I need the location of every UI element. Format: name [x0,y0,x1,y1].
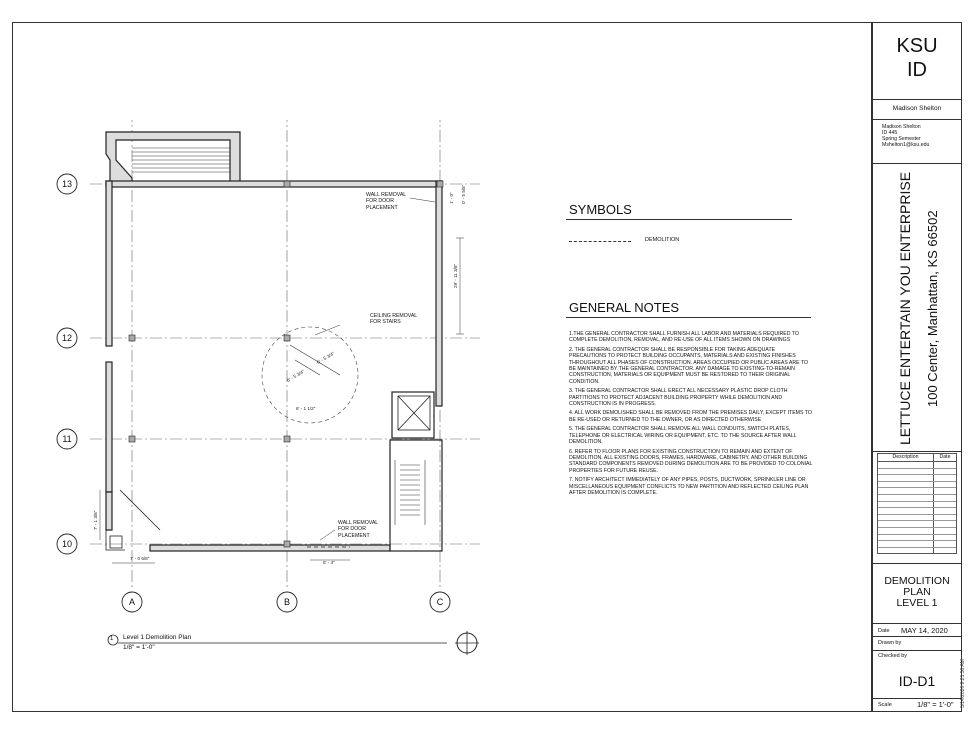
dim-right-vertical: 29' - 11 3/8" [453,263,458,288]
note-item: 4. ALL WORK DEMOLISHED SHALL BE REMOVED FROM THE PREMISES DAILY, EXCEPT ITEMS TO BE RE-USED OR RETURNED TO THE OWNER, OR AS DIRECTED OTHERWISE [569,410,812,423]
scale-label: Scale [878,702,892,708]
note-item: 7. NOTIFY ARCHITECT IMMEDIATELY OF ANY PIPES, POSTS, DUCTWORK, SPRINKLER LINE OR MISCELLANEOUS EQUIPMENT CONFLICTS TO NEW PARTITION AND REFLECTED CEILING PLAN AFTER DEMOLITION IS COMPLETE. [569,477,809,496]
dimension-lines [100,238,464,563]
tb-divider [873,650,961,651]
view-scale: 1/8" = 1'-0" [123,644,155,651]
leader-lines [315,198,435,540]
tb-divider [873,623,961,624]
columns [129,181,443,547]
demolition-label: DEMOLITION [645,237,680,243]
dim-stair-3: 6' - 1 1/2" [296,406,316,411]
demolition-lines [307,192,436,547]
firm-line-2: ID [907,59,927,81]
annotation-ceiling-removal: CEILING REMOVAL FOR STAIRS [370,313,417,326]
revision-rows [878,462,956,553]
drawn-by-label: Drawn by [878,640,902,646]
symbols-heading: SYMBOLS [569,202,632,217]
notes-rule [566,317,811,318]
view-title: Level 1 Demolition Plan [123,634,192,641]
annotation-wall-removal-bottom: WALL REMOVAL FOR DOOR PLACEMENT [338,520,378,539]
tb-divider [873,119,961,120]
demolition-symbol [569,241,631,242]
annotation-wall-removal-top: WALL REMOVAL FOR DOOR PLACEMENT [366,192,406,211]
grid-label-c: C [436,597,444,607]
revision-desc-header: Description [878,454,934,461]
project-name: LETTUCE ENTERTAIN YOU ENTERPRISE [897,171,913,445]
notes-heading: GENERAL NOTES [569,300,680,315]
notes-list [569,331,814,499]
designer-info-line: Mshelton1@ksu.edu [882,142,930,148]
note-item: 6. REFER TO FLOOR PLANS FOR EXISTING CONSTRUCTION TO REMAIN AND EXTENT OF DEMOLITION. ALL EXISTING DOORS, FRAMES, HARDWARE, CABINETRY, AND OTHER BUILDING STANDARD COMPONENTS REMOVED DURING DEMOLITION ARE TO BE PROVIDED TO COLONIAL PROPERTIES FOR FUTURE REUSE. [569,448,813,474]
dim-right-top-1: 1' - 0" [449,192,454,204]
sheet-title-line: PLAN [903,586,931,598]
tb-divider [873,99,961,100]
scale-value: 1/8" = 1'-0" [917,700,954,709]
grid-label-12: 12 [61,333,73,343]
dim-stair-1: 6' - 5 3/4" [316,350,336,365]
designer-name: Madison Shelton [892,105,942,112]
north-arrow-icon [455,631,479,655]
designer-info-line: Spring Semester [882,136,921,142]
stairs-bottom [395,460,425,525]
elevator [398,396,430,430]
grid-label-13: 13 [61,179,73,189]
dim-bottom-door: 6' - 4" [323,560,335,565]
symbols-rule [566,219,792,220]
revision-header [878,454,956,462]
note-item: 1.THE GENERAL CONTRACTOR SHALL FURNISH ALL LABOR AND MATERIALS REQUIRED TO COMPLETE DEMOLITION, REMOVAL, AND RE-USE OF ALL ITEMS SHOWN ON DRAWINGS [569,331,799,344]
designer-info-line: ID 445 [882,130,898,136]
tb-divider [873,451,961,452]
designer-info [882,124,929,148]
revision-table [877,453,957,554]
tb-divider [873,636,961,637]
dim-right-top-2: 0' - 5 5/8" [461,184,466,204]
note-item: 2. THE GENERAL CONTRACTOR SHALL BE RESPONSIBLE FOR TAKING ADEQUATE PRECAUTIONS TO PROTECT BUILDING OCCUPANTS, MATERIALS AND EXISTING FINISHES THROUGHOUT ALL PHASES OF CONSTRUCTION. AREAS OCCUPIED OR PUBLIC AREAS ARE TO BE MAINTAINED BY THE GENERAL CONTRACTOR. ANY DAMAGE TO EXISTING-TO-REMAIN CONSTRUCTION, MATERIALS OR EQUIPMENT MUST BE RESTORED TO THEIR ORIGINAL CONDITION. [569,346,809,385]
revision-date-header: Date [939,454,951,460]
note-item: 3. THE GENERAL CONTRACTOR SHALL ERECT ALL NECESSARY PLASTIC DROP CLOTH PARTITIONS TO PROTECT ADJACENT BUILDING PROPERTY WHILE DEMOLITION AND CONSTRUCTION IS IN PROGRESS. [569,388,788,408]
grid-label-b: B [283,597,291,607]
sheet-title-line: DEMOLITION [884,575,950,587]
grid-label-a: A [128,597,136,607]
date-value: MAY 14, 2020 [901,626,948,635]
view-number: 1 [110,636,114,642]
floor-plan [40,120,480,660]
checked-by-label: Checked by [878,653,908,659]
tb-divider [873,163,961,164]
tb-divider [873,563,961,564]
dim-stair-2: 6' - 5 3/4" [286,368,306,383]
project-address: 100 Center, Manhattan, KS 66502 [925,210,940,407]
grid-label-10: 10 [61,539,73,549]
sheet-title-line: LEVEL 1 [896,597,938,609]
angled-wall [106,490,160,550]
title-block [872,22,962,712]
dim-left-vertical: 7' - 1 3/8" [93,510,98,530]
tb-divider [873,698,961,699]
date-label: Date [878,628,890,634]
grid-lines [90,120,480,588]
sheet-number: ID-D1 [898,673,936,689]
firm-line-1: KSU [896,35,938,57]
stairs-top [132,148,230,172]
note-item: 5. THE GENERAL CONTRACTOR SHALL REMOVE ALL WALL CONDUITS, SWITCH PLATES, TELEPHONE OR ELECTRICAL WIRING OR EQUIPMENT, ETC. TO THE SOURCE AFTER WALL DEMOLITION. [569,426,797,446]
sheet-title [873,576,961,609]
grid-label-11: 11 [62,434,72,444]
print-stamp: 5/14/2020 9:21:56 AM [960,659,966,708]
designer-info-line: Madison Shelton [882,124,921,130]
dim-bottom-left: 7' - 0 5/8" [130,556,150,561]
